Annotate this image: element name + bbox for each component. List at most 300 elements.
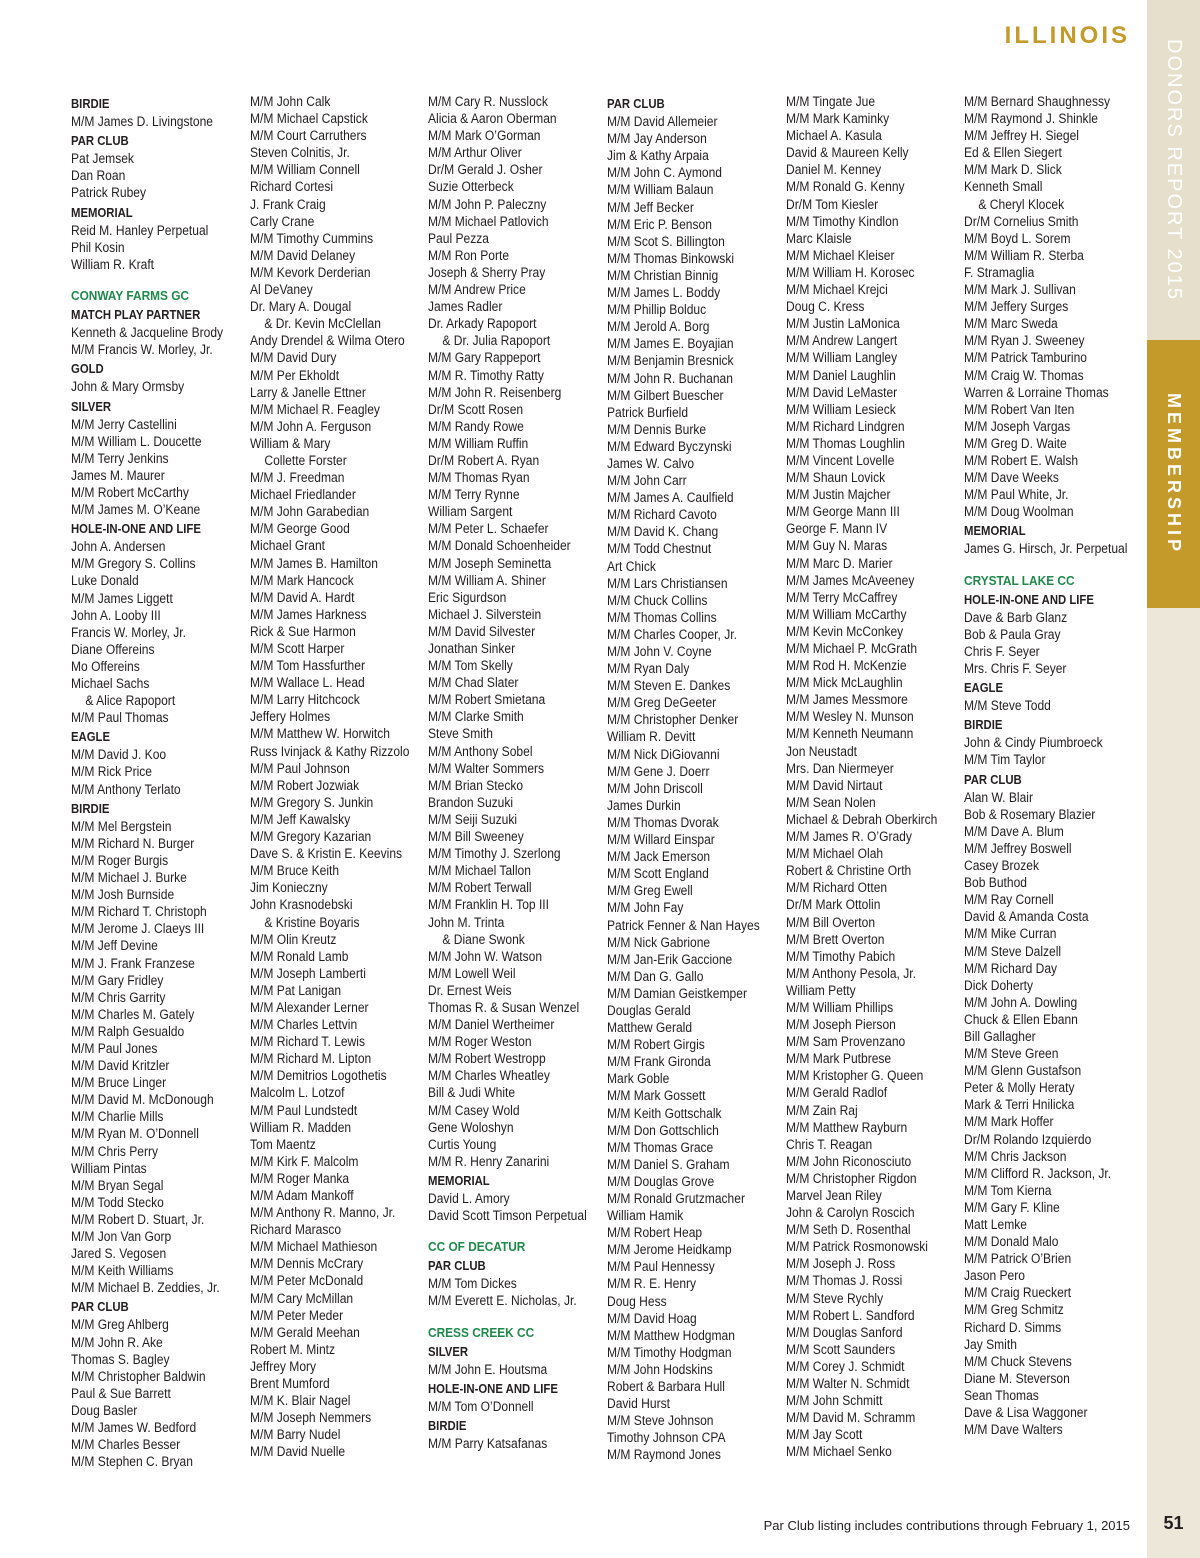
donor-name: M/M Daniel Laughlin bbox=[786, 367, 896, 383]
donor-name: M/M Jeff Kawalsky bbox=[250, 811, 351, 827]
donor-name: M/M Robert Jozwiak bbox=[250, 777, 360, 793]
donor-name: James Radler bbox=[428, 299, 503, 315]
donor-name: M/M Cary McMillan bbox=[250, 1290, 354, 1306]
donor-name: James M. Maurer bbox=[71, 467, 165, 483]
donor-name: M/M Richard Day bbox=[964, 960, 1058, 976]
donor-name: M/M Gilbert Buescher bbox=[607, 387, 724, 403]
donor-name: M/M Timothy J. Szerlong bbox=[428, 846, 561, 862]
donor-name-continued: & Dr. Julia Rapoport bbox=[442, 333, 551, 349]
donor-name: Larry & Janelle Ettner bbox=[250, 384, 366, 400]
donor-name: M/M Michael Senko bbox=[786, 1444, 892, 1460]
donor-name: Chris T. Reagan bbox=[786, 1136, 873, 1152]
donor-name: M/M Andrew Langert bbox=[786, 333, 898, 349]
level-heading: MATCH PLAY PARTNER bbox=[71, 308, 201, 323]
donor-name: M/M Parry Katsafanas bbox=[428, 1436, 548, 1452]
donor-name: M/M Robert Heap bbox=[607, 1225, 703, 1241]
donor-name: M/M Tom Dickes bbox=[428, 1276, 517, 1292]
donor-name: M/M Mark Kaminky bbox=[786, 111, 890, 127]
donor-name: M/M Bruce Linger bbox=[71, 1075, 167, 1091]
donor-name: M/M William Phillips bbox=[786, 999, 894, 1015]
donor-name: M/M Greg D. Waite bbox=[964, 435, 1067, 451]
donor-name: M/M Thomas Loughlin bbox=[786, 435, 906, 451]
donor-name: M/M Michael J. Burke bbox=[71, 870, 187, 886]
donor-name: M/M Olin Kreutz bbox=[250, 931, 337, 947]
donor-name: Matt Lemke bbox=[964, 1217, 1027, 1232]
level-heading: PAR CLUB bbox=[71, 134, 129, 149]
donor-name: M/M John A. Ferguson bbox=[250, 418, 372, 434]
donor-name: Dr/M Robert A. Ryan bbox=[428, 452, 540, 468]
donor-name: M/M Gary Fridley bbox=[71, 972, 164, 988]
donor-name: M/M Christian Binnig bbox=[607, 267, 719, 283]
donor-name: M/M David Delaney bbox=[250, 247, 356, 263]
donor-name: M/M Charles Besser bbox=[71, 1437, 181, 1453]
donor-name: Doug C. Kress bbox=[786, 299, 865, 315]
donor-name: M/M Scott Harper bbox=[250, 641, 345, 656]
donor-name: Chuck & Ellen Ebann bbox=[964, 1011, 1078, 1027]
level-heading: GOLD bbox=[71, 362, 104, 377]
donor-name: M/M Mark Putbrese bbox=[786, 1051, 892, 1067]
sidebar-section-title-wrap bbox=[1147, 340, 1200, 608]
donor-name: M/M Timothy Kindlon bbox=[786, 213, 899, 229]
donor-name: Robert & Barbara Hull bbox=[607, 1379, 725, 1395]
level-heading: PAR CLUB bbox=[607, 97, 665, 111]
donor-name: M/M Richard T. Lewis bbox=[250, 1034, 365, 1050]
donor-name: M/M David Silvester bbox=[428, 623, 536, 639]
donor-name: M/M Matthew Rayburn bbox=[786, 1119, 908, 1135]
donor-name: M/M Paul White, Jr. bbox=[964, 487, 1069, 503]
donor-name: M/M James D. Livingstone bbox=[71, 114, 213, 130]
donor-name: M/M Jeffery Surges bbox=[964, 299, 1069, 315]
donor-name: M/M John V. Coyne bbox=[607, 644, 712, 659]
donor-name: Jonathan Sinker bbox=[428, 641, 516, 656]
donor-name: Al DeVaney bbox=[250, 282, 313, 298]
donor-name: M/M George Mann III bbox=[786, 504, 900, 520]
donor-name: M/M Joseph Nemmers bbox=[250, 1410, 372, 1426]
donor-name: Michael J. Silverstein bbox=[428, 606, 542, 622]
donor-name: M/M Jay Anderson bbox=[607, 131, 707, 147]
donor-name: M/M Bernard Shaughnessy bbox=[964, 94, 1111, 109]
donor-name: Mark & Terri Hnilicka bbox=[964, 1097, 1075, 1113]
donor-name: John & Cindy Piumbroeck bbox=[964, 735, 1103, 751]
donor-name: M/M Robert Girgis bbox=[607, 1037, 705, 1053]
donor-name: M/M Phillip Bolduc bbox=[607, 302, 707, 318]
donor-name: M/M Lars Christiansen bbox=[607, 575, 728, 591]
donor-name: M/M Jay Scott bbox=[786, 1427, 863, 1443]
level-heading: BIRDIE bbox=[71, 97, 110, 111]
donor-name: M/M Guy N. Maras bbox=[786, 538, 888, 554]
donor-name: William & Mary bbox=[250, 435, 331, 451]
donor-name: M/M Scot S. Billington bbox=[607, 233, 725, 249]
donor-name: M/M Mark Hancock bbox=[250, 572, 354, 588]
level-heading: EAGLE bbox=[71, 730, 111, 745]
donor-name: M/M Gregory S. Junkin bbox=[250, 794, 374, 810]
donor-name: M/M Richard Otten bbox=[786, 880, 888, 896]
donor-name: M/M Gerald Meehan bbox=[250, 1324, 360, 1340]
donor-name: M/M Roger Burgis bbox=[71, 852, 169, 868]
donor-name: M/M Paul Hennessy bbox=[607, 1259, 715, 1275]
donor-name: M/M William R. Sterba bbox=[964, 247, 1084, 263]
donor-name: M/M Court Carruthers bbox=[250, 128, 367, 144]
donor-name: George F. Mann IV bbox=[786, 521, 888, 537]
donor-name: M/M Craig W. Thomas bbox=[964, 367, 1084, 383]
level-heading: PAR CLUB bbox=[71, 1300, 129, 1315]
donor-name: Diane Offereins bbox=[71, 641, 155, 657]
donor-name: M/M Michael Patlovich bbox=[428, 213, 549, 229]
donor-name: M/M Jerome Heidkamp bbox=[607, 1242, 732, 1258]
donor-name: Dr/M Scott Rosen bbox=[428, 401, 524, 417]
donor-name: M/M Edward Byczynski bbox=[607, 438, 732, 454]
donor-name: M/M James M. O’Keane bbox=[71, 502, 201, 518]
donor-name: M/M Mick McLaughlin bbox=[786, 675, 903, 691]
donor-name: M/M Alexander Lerner bbox=[250, 999, 369, 1015]
donor-name: M/M Richard N. Burger bbox=[71, 835, 195, 851]
sidebar-report-title-wrap bbox=[1147, 0, 1200, 340]
donor-name: M/M Roger Manka bbox=[250, 1170, 350, 1186]
donor-name: M/M David Dury bbox=[250, 350, 337, 366]
sidebar-report-title: DONORS REPORT 2015 bbox=[1163, 38, 1185, 301]
donor-name: Dr. Mary A. Dougal bbox=[250, 299, 352, 315]
donor-name: M/M David Nirtaut bbox=[786, 777, 883, 793]
donor-name: M/M Anthony Sobel bbox=[428, 743, 533, 759]
donor-name: M/M Mark D. Slick bbox=[964, 162, 1062, 178]
donor-name: Dr. Ernest Weis bbox=[428, 982, 512, 998]
donor-name: M/M Jerry Castellini bbox=[71, 416, 177, 432]
donor-name: Bill Gallagher bbox=[964, 1028, 1036, 1044]
donor-name: M/M R. Henry Zanarini bbox=[428, 1153, 550, 1169]
donor-name: Patrick Burfield bbox=[607, 404, 689, 420]
donor-name: M/M Mark Gossett bbox=[607, 1088, 706, 1104]
donor-name: M/M Gregory Kazarian bbox=[250, 829, 372, 845]
donor-name: M/M Anthony Terlato bbox=[71, 781, 181, 797]
donor-name: Jared S. Vegosen bbox=[71, 1246, 167, 1262]
donor-name-continued: & Alice Rapoport bbox=[85, 693, 176, 709]
donor-name: Dr. Arkady Rapoport bbox=[428, 316, 537, 332]
donor-name: Bob & Rosemary Blazier bbox=[964, 806, 1096, 822]
donor-name: M/M Michael Kleiser bbox=[786, 247, 895, 263]
donor-name: Dan Roan bbox=[71, 168, 126, 184]
donor-name: M/M Steve Green bbox=[964, 1046, 1059, 1062]
donor-name-continued: & Dr. Kevin McClellan bbox=[264, 316, 381, 332]
level-heading: MEMORIAL bbox=[71, 205, 133, 220]
donor-name: M/M Robert Terwall bbox=[428, 880, 532, 896]
donor-name: M/M Steven E. Dankes bbox=[607, 678, 731, 694]
donor-name: M/M Dan G. Gallo bbox=[607, 968, 704, 984]
donor-name: M/M Kevork Derderian bbox=[250, 264, 371, 280]
donor-name: Richard Cortesi bbox=[250, 179, 334, 195]
donor-name: M/M Gary Rappeport bbox=[428, 350, 541, 366]
donor-name: M/M Dennis McCrary bbox=[250, 1256, 364, 1272]
donor-name: M/M John Carr bbox=[607, 473, 687, 489]
donor-name: M/M Jerome J. Claeys III bbox=[71, 921, 205, 937]
level-heading: BIRDIE bbox=[71, 801, 110, 816]
donor-name: M/M Kirk F. Malcolm bbox=[250, 1153, 359, 1169]
donor-name: M/M William Ruffin bbox=[428, 435, 529, 451]
donor-name: M/M Mark Hoffer bbox=[964, 1114, 1054, 1130]
donor-name: M/M Todd Chestnut bbox=[607, 541, 712, 557]
donor-name: M/M John W. Watson bbox=[428, 948, 543, 964]
donor-name-continued: & Cheryl Klocek bbox=[978, 196, 1065, 212]
donor-name: Paul & Sue Barrett bbox=[71, 1385, 171, 1401]
donor-name: M/M James McAveeney bbox=[786, 572, 915, 588]
donor-name: William Hamik bbox=[607, 1208, 684, 1224]
donor-name: Jon Neustadt bbox=[786, 743, 858, 759]
donor-name: Mo Offereins bbox=[71, 658, 140, 674]
donor-name: Brent Mumford bbox=[250, 1376, 330, 1392]
donor-name: Curtis Young bbox=[428, 1136, 497, 1152]
donor-name: M/M Larry Hitchcock bbox=[250, 692, 360, 708]
donor-name: M/M Dennis Burke bbox=[607, 421, 707, 437]
donor-name: M/M Arthur Oliver bbox=[428, 145, 522, 161]
sidebar-bottom-band bbox=[1147, 608, 1200, 1558]
donor-name: Casey Brozek bbox=[964, 858, 1040, 874]
donor-name: M/M Paul Jones bbox=[71, 1040, 158, 1056]
donor-name: M/M Michael Mathieson bbox=[250, 1239, 378, 1255]
donor-name: M/M David K. Chang bbox=[607, 524, 719, 540]
donor-name: M/M Robert D. Stuart, Jr. bbox=[71, 1211, 205, 1227]
donor-name: M/M Adam Mankoff bbox=[250, 1188, 354, 1203]
donor-name: M/M Boyd L. Sorem bbox=[964, 230, 1071, 246]
donor-name: M/M Ronald G. Kenny bbox=[786, 179, 905, 195]
donor-name: Dr/M Gerald J. Osher bbox=[428, 162, 543, 178]
donor-name: Dr/M Tom Kiesler bbox=[786, 196, 879, 212]
donor-name: M/M Raymond Jones bbox=[607, 1447, 721, 1463]
donor-name: M/M Thomas J. Rossi bbox=[786, 1273, 903, 1289]
donor-name: M/M Don Gottschlich bbox=[607, 1122, 719, 1138]
donor-name: M/M Zain Raj bbox=[786, 1102, 858, 1118]
donor-name: M/M Peter L. Schaefer bbox=[428, 521, 549, 537]
donor-name: Marvel Jean Riley bbox=[786, 1188, 882, 1203]
donor-name: Jim Konieczny bbox=[250, 880, 328, 896]
donor-name: M/M David M. McDonough bbox=[71, 1092, 214, 1108]
donor-name: John A. Andersen bbox=[71, 539, 166, 555]
donor-name: Bob & Paula Gray bbox=[964, 626, 1061, 642]
donor-name: M/M J. Freedman bbox=[250, 470, 345, 486]
club-heading: CC OF DECATUR bbox=[428, 1239, 526, 1255]
donor-name: M/M Thomas Grace bbox=[607, 1139, 714, 1155]
donor-name: Bill & Judi White bbox=[428, 1085, 516, 1101]
donor-name: M/M Douglas Sanford bbox=[786, 1324, 903, 1340]
donor-name: Thomas S. Bagley bbox=[71, 1351, 170, 1367]
donor-name: M/M Ralph Gesualdo bbox=[71, 1023, 185, 1039]
donor-name: Jeffery Holmes bbox=[250, 709, 331, 725]
donor-name: Joseph & Sherry Pray bbox=[428, 264, 546, 280]
donor-name: M/M R. E. Henry bbox=[607, 1276, 697, 1292]
donor-name: M/M Mel Bergstein bbox=[71, 818, 172, 834]
donor-name: Chris F. Seyer bbox=[964, 643, 1040, 659]
donor-name: M/M Christopher Denker bbox=[607, 712, 739, 728]
donor-name: M/M Pat Lanigan bbox=[250, 982, 342, 998]
donor-name: M/M Kenneth Neumann bbox=[786, 726, 914, 742]
donor-name: Mark Goble bbox=[607, 1071, 670, 1087]
donor-name: M/M David Nuelle bbox=[250, 1444, 346, 1460]
donor-column-6 bbox=[964, 93, 1136, 1438]
donor-name: M/M Ryan J. Sweeney bbox=[964, 333, 1085, 349]
donor-name: David & Maureen Kelly bbox=[786, 145, 909, 161]
donor-name: M/M Robert E. Walsh bbox=[964, 452, 1079, 468]
donor-name: M/M James E. Boyajian bbox=[607, 336, 734, 352]
donor-name: Steven Colnitis, Jr. bbox=[250, 145, 350, 161]
donor-name: Dave & Lisa Waggoner bbox=[964, 1405, 1088, 1421]
donor-name: Rick & Sue Harmon bbox=[250, 623, 356, 639]
donor-name: M/M Randy Rowe bbox=[428, 418, 524, 434]
donor-name: M/M Terry McCaffrey bbox=[786, 589, 898, 605]
donor-name: M/M Kristopher G. Queen bbox=[786, 1068, 924, 1084]
club-heading: CRESS CREEK CC bbox=[428, 1324, 535, 1340]
donor-name: M/M Tom Kierna bbox=[964, 1182, 1052, 1198]
donor-name: Dick Doherty bbox=[964, 977, 1033, 993]
donor-name: M/M Corey J. Schmidt bbox=[786, 1358, 905, 1374]
level-heading: SILVER bbox=[428, 1344, 469, 1359]
donor-name: M/M David Hoag bbox=[607, 1310, 697, 1326]
donor-name: M/M William H. Korosec bbox=[786, 264, 915, 280]
donor-name: Matthew Gerald bbox=[607, 1020, 693, 1036]
donor-name: M/M Paul Thomas bbox=[71, 710, 169, 726]
donor-name: M/M Jon Van Gorp bbox=[71, 1229, 172, 1244]
donor-name: John Krasnodebski bbox=[250, 897, 353, 913]
donor-name: M/M William McCarthy bbox=[786, 606, 907, 622]
donor-name: M/M William Lesieck bbox=[786, 401, 896, 417]
donor-name: M/M Paul Johnson bbox=[250, 760, 350, 776]
donor-name: M/M David J. Koo bbox=[71, 747, 167, 763]
donor-name: Warren & Lorraine Thomas bbox=[964, 384, 1109, 400]
donor-name: William Petty bbox=[786, 982, 856, 998]
donor-name: M/M Keith Williams bbox=[71, 1263, 174, 1279]
donor-name: M/M Dave A. Blum bbox=[964, 823, 1064, 839]
donor-name: M/M Clarke Smith bbox=[428, 709, 524, 725]
club-heading: CRYSTAL LAKE CC bbox=[964, 572, 1075, 588]
donor-name: David & Amanda Costa bbox=[964, 909, 1089, 925]
donor-name: John & Mary Ormsby bbox=[71, 379, 185, 395]
donor-name: M/M Jan-Erik Gaccione bbox=[607, 951, 733, 967]
donor-name: M/M Daniel S. Graham bbox=[607, 1156, 730, 1172]
donor-name: M/M Chris Perry bbox=[71, 1143, 159, 1159]
donor-name-continued: & Diane Swonk bbox=[442, 931, 525, 947]
donor-name: Malcolm L. Lotzof bbox=[250, 1085, 345, 1101]
donor-name: Michael Friedlander bbox=[250, 487, 356, 503]
donor-name: M/M Greg Ewell bbox=[607, 883, 693, 899]
donor-name: Pat Jemsek bbox=[71, 151, 134, 167]
donor-name: Jeffrey Mory bbox=[250, 1358, 317, 1374]
donor-name: M/M Steve Johnson bbox=[607, 1413, 714, 1429]
donor-name: Kenneth & Jacqueline Brody bbox=[71, 325, 224, 341]
donor-name: M/M Terry Rynne bbox=[428, 487, 520, 503]
donor-name: M/M Bruce Keith bbox=[250, 863, 340, 879]
donor-name: M/M David M. Schramm bbox=[786, 1410, 916, 1426]
donor-name: M/M Kevin McConkey bbox=[786, 623, 904, 639]
donor-name: Marc Klaisle bbox=[786, 230, 852, 246]
donor-name: Michael Sachs bbox=[71, 676, 150, 691]
donor-name: Dave & Barb Glanz bbox=[964, 609, 1068, 625]
donor-name: Tom Maentz bbox=[250, 1136, 316, 1152]
donor-name: M/M Patrick O’Brien bbox=[964, 1251, 1072, 1267]
donor-name: William Sargent bbox=[428, 504, 513, 520]
donor-name: M/M Anthony Pesola, Jr. bbox=[786, 965, 916, 981]
page-number: 51 bbox=[1163, 1513, 1184, 1533]
donor-name: M/M Marc D. Marier bbox=[786, 555, 893, 571]
donor-name: William R. Devitt bbox=[607, 729, 696, 745]
donor-name: Mrs. Chris F. Seyer bbox=[964, 661, 1067, 676]
donor-name: Sean Thomas bbox=[964, 1387, 1039, 1403]
donor-name: John M. Trinta bbox=[428, 914, 505, 930]
sidebar-section-title: MEMBERSHIP bbox=[1164, 392, 1184, 555]
donor-name: M/M Eric P. Benson bbox=[607, 216, 712, 232]
donor-name: M/M William L. Doucette bbox=[71, 433, 202, 449]
donor-name: M/M Jack Emerson bbox=[607, 849, 711, 865]
donor-name: Phil Kosin bbox=[71, 239, 125, 255]
donor-name: M/M Gary F. Kline bbox=[964, 1199, 1060, 1215]
level-heading: PAR CLUB bbox=[428, 1259, 486, 1274]
donor-name: M/M David LeMaster bbox=[786, 384, 898, 400]
donor-name: M/M Nick DiGiovanni bbox=[607, 746, 720, 762]
donor-name: M/M Stephen C. Bryan bbox=[71, 1454, 193, 1470]
donor-name: M/M Thomas Ryan bbox=[428, 470, 530, 486]
donor-column-5 bbox=[786, 93, 958, 1461]
donor-name: M/M Dave Walters bbox=[964, 1422, 1063, 1438]
donor-column-1 bbox=[71, 93, 243, 1470]
donor-name: M/M Terry Jenkins bbox=[71, 450, 169, 466]
donor-name: M/M John Calk bbox=[250, 94, 331, 109]
donor-name: Dr/M Mark Ottolin bbox=[786, 897, 881, 913]
donor-name: M/M Thomas Collins bbox=[607, 609, 717, 625]
donor-name: M/M Robert Westropp bbox=[428, 1051, 546, 1067]
donor-name: M/M Tom Skelly bbox=[428, 658, 513, 674]
donor-name: M/M John C. Aymond bbox=[607, 165, 722, 181]
donor-name: M/M Brett Overton bbox=[786, 931, 885, 947]
donor-name: Richard Marasco bbox=[250, 1222, 342, 1238]
donor-name: M/M Demitrios Logothetis bbox=[250, 1068, 387, 1084]
donor-name: M/M David Kritzler bbox=[71, 1058, 170, 1074]
donor-name: Robert & Christine Orth bbox=[786, 863, 912, 879]
level-heading: MEMORIAL bbox=[428, 1173, 490, 1188]
donor-name: M/M Steve Todd bbox=[964, 698, 1051, 714]
donor-name: M/M John Hodskins bbox=[607, 1361, 713, 1377]
donor-name: M/M John R. Buchanan bbox=[607, 370, 733, 386]
donor-name: M/M Roger Weston bbox=[428, 1034, 532, 1050]
state-heading: ILLINOIS bbox=[1004, 22, 1130, 49]
donor-name: Brandon Suzuki bbox=[428, 794, 514, 810]
donor-name: M/M Damian Geistkemper bbox=[607, 985, 747, 1001]
donor-name: Doug Basler bbox=[71, 1402, 138, 1418]
donor-name: M/M Frank Gironda bbox=[607, 1054, 711, 1070]
donor-name: M/M William A. Shiner bbox=[428, 572, 546, 588]
donor-name: M/M Gene J. Doerr bbox=[607, 763, 710, 779]
donor-name: M/M Tingate Jue bbox=[786, 94, 876, 109]
donor-name: M/M Michael B. Zeddies, Jr. bbox=[71, 1280, 220, 1296]
donor-name: J. Frank Craig bbox=[250, 196, 326, 212]
donor-name: M/M William Balaun bbox=[607, 182, 714, 198]
donor-name: M/M Brian Stecko bbox=[428, 777, 524, 793]
donor-name: M/M Joseph Lamberti bbox=[250, 965, 366, 981]
club-heading: CONWAY FARMS GC bbox=[71, 287, 190, 303]
donor-name: M/M Joseph J. Ross bbox=[786, 1256, 896, 1272]
donor-name: M/M Anthony R. Manno, Jr. bbox=[250, 1205, 396, 1221]
donor-name: David Scott Timson Perpetual bbox=[428, 1208, 587, 1224]
donor-name: Dave S. & Kristin E. Keevins bbox=[250, 846, 403, 862]
donor-name: M/M Charles Cooper, Jr. bbox=[607, 626, 737, 642]
donor-name: M/M Ryan M. O’Donnell bbox=[71, 1126, 199, 1142]
donor-name: M/M Paul Lundstedt bbox=[250, 1102, 358, 1118]
donor-name: Ed & Ellen Siegert bbox=[964, 145, 1062, 161]
donor-name: M/M Daniel Wertheimer bbox=[428, 1017, 555, 1033]
donor-name: M/M John Garabedian bbox=[250, 504, 370, 520]
donor-name: M/M Craig Rueckert bbox=[964, 1285, 1072, 1301]
donor-column-2 bbox=[250, 93, 422, 1461]
donor-name: M/M Everett E. Nicholas, Jr. bbox=[428, 1293, 577, 1309]
donor-name: Jason Pero bbox=[964, 1268, 1025, 1284]
donor-name: M/M Cary R. Nusslock bbox=[428, 94, 548, 109]
donor-name: M/M Seiji Suzuki bbox=[428, 811, 518, 827]
donor-name: M/M Lowell Weil bbox=[428, 965, 516, 981]
